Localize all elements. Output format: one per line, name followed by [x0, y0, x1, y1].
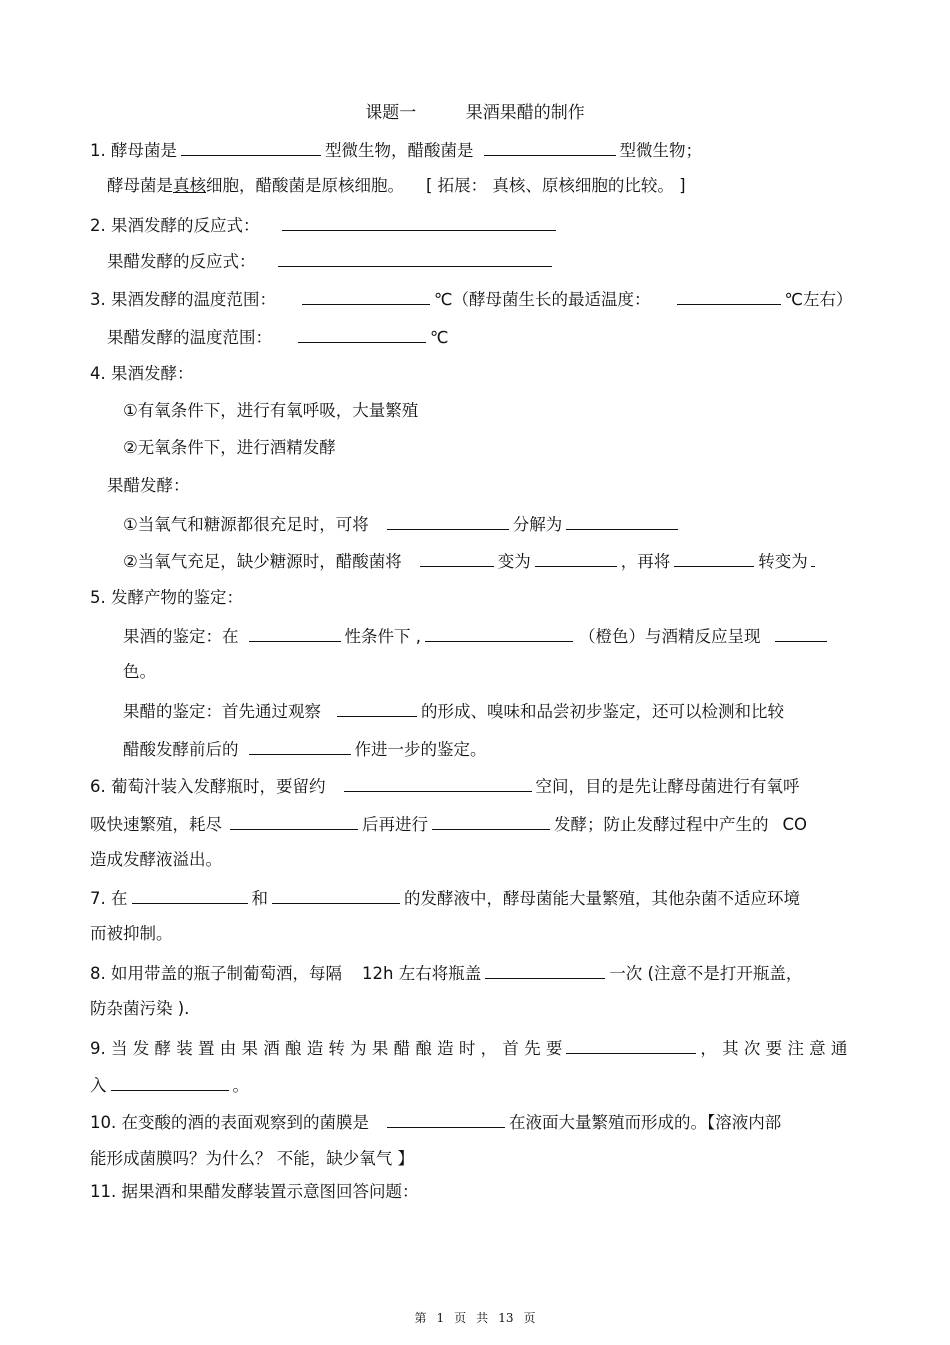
- q5-blank-1[interactable]: [249, 623, 341, 642]
- q3-blank-1[interactable]: [302, 286, 430, 305]
- q6-blank-1[interactable]: [344, 773, 532, 792]
- footer-page-number: 1: [436, 1311, 445, 1325]
- q2-blank-1[interactable]: [282, 212, 556, 231]
- q2-line1: [90, 212, 560, 238]
- q3-line2: [107, 324, 449, 350]
- q6-blank-3[interactable]: [432, 811, 550, 830]
- q4-line1: 4. 果酒发酵：: [90, 364, 194, 383]
- q9-text-d: 。: [232, 1076, 249, 1095]
- q1-text-a: 1. 酵母菌是: [90, 141, 177, 160]
- q4-blank-4[interactable]: [535, 548, 617, 567]
- q5-line2: [123, 623, 831, 649]
- q6-text-c: 吸快速繁殖，耗尽: [90, 815, 222, 834]
- q9-blank-1[interactable]: [566, 1035, 696, 1054]
- q4-line2: ①有氧条件下，进行有氧呼吸，大量繁殖: [123, 401, 419, 420]
- q3-line1: [90, 286, 853, 312]
- q5-text-e: 的形成、嗅味和品尝初步鉴定，还可以检测和比较: [421, 702, 784, 721]
- q1-text-e: 细胞，醋酸菌是原核细胞。: [206, 176, 404, 195]
- q4-line3: ②无氧条件下，进行酒精发酵: [123, 438, 336, 457]
- q5-text-d: 果醋的鉴定：首先通过观察: [123, 702, 321, 721]
- q6-co2-label: CO: [782, 815, 808, 834]
- q9-line1: [90, 1035, 847, 1061]
- q2-line2: [107, 248, 556, 274]
- q3-text-d: 果醋发酵的温度范围：: [107, 328, 272, 347]
- q1-blank-2[interactable]: [484, 137, 616, 156]
- title-lesson: 课题一: [365, 103, 417, 123]
- q11-line1: 11. 据果酒和果醋发酵装置示意图回答问题：: [90, 1182, 419, 1201]
- q8-line2: 防杂菌污染 ).: [90, 999, 190, 1018]
- q3-text-e: ℃: [430, 328, 449, 347]
- q1-underlined-eukaryote: 真核: [173, 176, 206, 195]
- q4-text-a: ①当氧气和糖源都很充足时，可将: [123, 515, 369, 534]
- q10-line2: 能形成菌膜吗？为什么？ 不能，缺少氧气 】: [90, 1149, 414, 1168]
- q6-text-d: 后再进行: [362, 815, 428, 834]
- footer-ye2: 页: [523, 1311, 536, 1325]
- q5-blank-2[interactable]: [425, 623, 573, 642]
- q5-line1: 5. 发酵产物的鉴定：: [90, 588, 243, 607]
- q1-extension-note: [ 拓展： 真核、原核细胞的比较。 ]: [426, 176, 686, 195]
- q4-line5: [123, 511, 682, 537]
- q5-blank-3[interactable]: [775, 623, 827, 642]
- q5-line5: [123, 736, 487, 762]
- q1-blank-1[interactable]: [181, 137, 321, 156]
- q7-blank-1[interactable]: [132, 885, 248, 904]
- q3-text-a: 3. 果酒发酵的温度范围：: [90, 290, 276, 309]
- q10-blank-1[interactable]: [387, 1109, 505, 1128]
- q5-text-g: 作进一步的鉴定。: [354, 740, 487, 759]
- q6-line1: [90, 773, 800, 799]
- q4-blank-6[interactable]: [811, 548, 815, 567]
- q1-line1: [90, 137, 702, 163]
- q6-text-e: 发酵；防止发酵过程中产生的: [554, 815, 769, 834]
- q1-text-b: 型微生物，醋酸菌是: [325, 141, 474, 160]
- q5-line3: 色。: [123, 662, 156, 681]
- q4-text-e: ，再将: [620, 552, 671, 571]
- q6-line2: [90, 811, 807, 837]
- q1-line2: [107, 174, 686, 198]
- q4-blank-3[interactable]: [420, 548, 494, 567]
- q3-text-c: ℃左右）: [784, 290, 853, 309]
- q5-blank-4[interactable]: [337, 698, 417, 717]
- q6-text-a: 6. 葡萄汁装入发酵瓶时，要留约: [90, 777, 326, 796]
- page-footer: [0, 1309, 950, 1326]
- q3-blank-2[interactable]: [677, 286, 781, 305]
- q4-blank-5[interactable]: [674, 548, 754, 567]
- q2-text-b: 果醋发酵的反应式：: [107, 252, 256, 271]
- q7-text-a: 7. 在: [90, 889, 128, 908]
- q9-text-c: 入: [90, 1076, 107, 1095]
- q5-text-c: （橙色）与酒精反应呈现: [579, 627, 761, 646]
- q8-text-b: 12h 左右将瓶盖: [362, 964, 482, 983]
- q5-text-f: 醋酸发酵前后的: [123, 740, 239, 759]
- q8-line1: [90, 960, 802, 986]
- page-title: [0, 98, 950, 123]
- q4-blank-2[interactable]: [566, 511, 678, 530]
- q2-blank-2[interactable]: [278, 248, 552, 267]
- q9-blank-2[interactable]: [111, 1072, 229, 1091]
- q3-blank-3[interactable]: [298, 324, 426, 343]
- q8-text-c: 一次 (注意不是打开瓶盖，: [609, 964, 803, 983]
- q7-line2: 而被抑制。: [90, 924, 173, 943]
- q7-line1: [90, 885, 800, 911]
- q7-blank-2[interactable]: [272, 885, 400, 904]
- q8-text-a: 8. 如用带盖的瓶子制葡萄酒，每隔: [90, 964, 342, 983]
- q6-blank-2[interactable]: [230, 811, 358, 830]
- q4-text-b: 分解为: [512, 515, 563, 534]
- q4-line4: 果醋发酵：: [107, 476, 190, 495]
- q5-text-a: 果酒的鉴定：在: [123, 627, 239, 646]
- footer-total-pages: 13: [498, 1311, 514, 1325]
- q5-text-b: 性条件下 ,: [344, 627, 421, 646]
- q4-blank-1[interactable]: [387, 511, 509, 530]
- footer-gong: 共: [476, 1311, 489, 1325]
- q9-line2: [90, 1072, 249, 1098]
- q5-blank-5[interactable]: [249, 736, 351, 755]
- q9-text-a: 9. 当 发 酵 装 置 由 果 酒 酿 造 转 为 果 醋 酿 造 时 ， 首 先 要: [90, 1039, 563, 1058]
- q7-text-c: 的发酵液中，酵母菌能大量繁殖，其他杂菌不适应环境: [404, 889, 800, 908]
- q4-line6: [123, 548, 815, 574]
- q10-text-a: 10. 在变酸的酒的表面观察到的菌膜是: [90, 1113, 369, 1132]
- q10-text-b: 在液面大量繁殖而形成的。【溶液内部: [509, 1113, 782, 1132]
- q4-text-c: ②当氧气充足，缺少糖源时，醋酸菌将: [123, 552, 402, 571]
- q3-text-b: ℃（酵母菌生长的最适温度：: [434, 290, 651, 309]
- q9-text-b: ， 其 次 要 注 意 通: [700, 1039, 848, 1058]
- footer-ye: 页: [454, 1311, 467, 1325]
- q8-blank-1[interactable]: [485, 960, 605, 979]
- q4-text-f: 转变为: [758, 552, 808, 571]
- title-topic: 果酒果醋的制作: [465, 103, 585, 123]
- q4-text-d: 变为: [497, 552, 531, 571]
- q6-text-b: 空间，目的是先让酵母菌进行有氧呼: [535, 777, 800, 796]
- q6-line3: 造成发酵液溢出。: [90, 850, 222, 869]
- q7-text-b: 和: [251, 889, 268, 908]
- q1-text-c: 型微生物；: [619, 141, 702, 160]
- q10-line1: [90, 1109, 781, 1135]
- footer-di: 第: [414, 1311, 427, 1325]
- q1-text-d: 酵母菌是: [107, 176, 173, 195]
- q5-line4: [123, 698, 784, 724]
- q2-text-a: 2. 果酒发酵的反应式：: [90, 216, 260, 235]
